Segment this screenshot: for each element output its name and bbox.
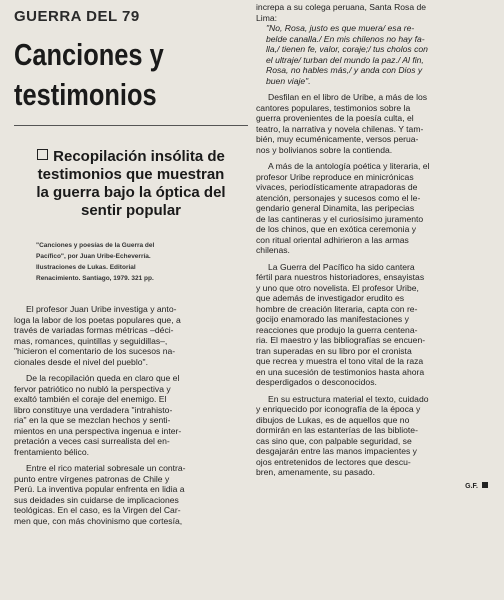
author-signature: G.F. (256, 482, 494, 490)
text-line: guerra provenientes de la poesía culta, el (256, 113, 414, 123)
paragraph (256, 2, 494, 23)
text-line: en una sucesión de testimonios hasta ahora (256, 366, 425, 377)
text-line: que recrea y muestra el tono vital de la raza (256, 356, 424, 366)
text-line: profesor Uribe reproduce en minicrónicas (256, 171, 414, 182)
text-line: de los chinos, que en exótica ceremonia y (256, 224, 417, 234)
right-column (256, 0, 494, 490)
text-line: libro constituye una verdadera "intrahisto- (14, 404, 173, 415)
paragraph (256, 262, 494, 388)
text-line: men que, con más chovinismo que cortesía, (14, 515, 183, 526)
text-line: De la recopilación queda en claro que el (26, 373, 180, 383)
text-line: cionales desde el nivel del pueblo". (14, 356, 148, 367)
title-line: Canciones y (14, 37, 164, 72)
text-line: mas, romances, quintillas y seguidillas–, (14, 335, 168, 346)
paragraph (256, 92, 494, 155)
reference-line: Renacimiento. Santiago, 1979. 321 pp. (36, 275, 154, 282)
text-line: desgajarán entre las manos impacientes y (256, 446, 417, 456)
quote-line: el ultraje/ turban del mundo la paz./ Al fin, (266, 54, 424, 65)
text-line: que además de investigador erudito es (256, 293, 405, 303)
quote-line: buen viaje". (266, 75, 311, 86)
reference-line: Pacífico", por Juan Uribe-Echeverría. (36, 253, 151, 260)
text-line: "hicieron el comentario de los sucesos na- (14, 346, 176, 356)
square-bullet-icon (37, 149, 48, 160)
text-line: dormirán en las estanterías de las bibliote- (256, 425, 418, 435)
subtitle-line: la guerra bajo la óptica del (36, 184, 226, 201)
paragraph (256, 394, 494, 478)
article-title (14, 35, 252, 115)
title-rule (14, 125, 248, 126)
text-line: dibujos de Lukas, es de aquellos que no (256, 414, 410, 425)
left-column (14, 0, 248, 526)
poem-quote (256, 23, 494, 86)
text-line: tran superadas en su libro por el cronista (256, 345, 412, 356)
text-line: fértil para nuestros historiadores, ensayistas (256, 272, 425, 282)
text-line: hombre de creación literaria, capta con re- (256, 303, 418, 314)
text-line: frentamiento bélico. (14, 446, 89, 457)
text-line: teológicas. En el caso, es la Virgen del Car- (14, 505, 181, 515)
text-line: desperdigados o desconocidos. (256, 377, 377, 387)
text-line: y uno que otro novelista. El profesor Uribe, (256, 282, 419, 293)
text-line: y enriquecido por iconografía de la época y (256, 404, 421, 414)
text-line: increpa a su colega peruana, Santa Rosa de (256, 2, 427, 12)
text-line: La Guerra del Pacífico ha sido cantera (268, 261, 415, 272)
paragraph (14, 463, 248, 526)
text-line: través de variadas formas métricas –déci- (14, 325, 174, 335)
paragraph (14, 304, 248, 367)
quote-line: lla,/ tienen fe, valor, coraje;/ tus cholos con (266, 44, 428, 54)
text-line: fervor patriótico no nubló la perspectiva y (14, 383, 171, 394)
text-line: En su estructura material el texto, cuidado (268, 393, 429, 404)
text-line: bién, muy ecuménicamente, versos perua- (256, 134, 419, 144)
quote-line: Rosa, no hables más,/ y anda con Dios y (266, 65, 423, 75)
text-line: ojos entretenidos de lectores que descu- (256, 456, 411, 467)
text-line: reacciones que produjo la guerra centena- (256, 324, 418, 335)
text-line: con ritual oriental adhirieron a las armas (256, 234, 409, 245)
text-line: pretación a veces casi surrealista del en- (14, 436, 170, 446)
text-line: Entre el rico material sobresale un contra- (26, 463, 186, 473)
text-line: cas sino que, con palpable seguridad, se (256, 435, 412, 446)
article-subtitle (14, 148, 248, 220)
quote-line: belde canalla./ En mis chilenos no hay fa- (266, 33, 425, 44)
text-line: Perú. La inventiva popular enfrenta en lidia a (14, 484, 185, 494)
left-body-text (14, 304, 248, 526)
text-line: gendario general Dinamita, las peripecias (256, 203, 415, 213)
book-reference (14, 240, 248, 284)
text-line: de las cantineras y el curiosísimo juramento (256, 213, 424, 224)
text-line: bren, amenamente, su pasado. (256, 467, 375, 477)
text-line: punto entre vírgenes patronas de Chile y (14, 473, 170, 484)
text-line: A más de la antología poética y literaria, el (268, 161, 430, 171)
text-line: teatro, la narrativa y novela chilenas. Y tam- (256, 123, 424, 134)
text-line: Desfilan en el libro de Uribe, a más de los (268, 92, 428, 102)
quote-line: "No, Rosa, justo es que muera/ esa re- (266, 23, 415, 33)
text-line: atención, personajes y sucesos como el le- (256, 192, 421, 203)
text-line: cantores populares, testimonios sobre la (256, 102, 411, 113)
end-mark-icon (482, 482, 488, 488)
text-line: gocijo enamorado las manifestaciones y (256, 314, 409, 324)
section-heading: GUERRA DEL 79 (14, 8, 140, 25)
text-line: loga la labor de los poetas populares que, a (14, 314, 181, 325)
text-line: mientos en una perspectiva ingenua e inter- (14, 425, 182, 436)
title-line: testimonios (14, 77, 157, 112)
subtitle-line: Recopilación insólita de (53, 148, 225, 165)
reference-line: Ilustraciones de Lukas. Editorial (36, 264, 136, 271)
text-line: chilenas. (256, 245, 290, 255)
text-line: exaltó también el coraje del enemigo. El (14, 394, 167, 404)
text-line: vivaces, periodísticamente atrapadoras de (256, 182, 418, 192)
reference-line: "Canciones y poesías de la Guerra del (36, 242, 155, 249)
text-line: Lima: (256, 12, 278, 23)
paragraph (256, 161, 494, 256)
subtitle-line: sentir popular (80, 202, 181, 219)
text-line: ria" en la que se mezclan hechos y senti- (14, 415, 171, 425)
text-line: sus deidades sin cuidarse de implicaciones (14, 494, 179, 505)
paragraph (14, 373, 248, 457)
right-body-text (256, 92, 494, 478)
text-line: ria. El maestro y las bibliografías se encuen- (256, 335, 426, 345)
text-line: nos y bolivianos sobre la contienda. (256, 144, 393, 155)
subtitle-line: testimonios que muestran (37, 166, 225, 183)
text-line: El profesor Juan Uribe investiga y anto- (26, 304, 177, 314)
